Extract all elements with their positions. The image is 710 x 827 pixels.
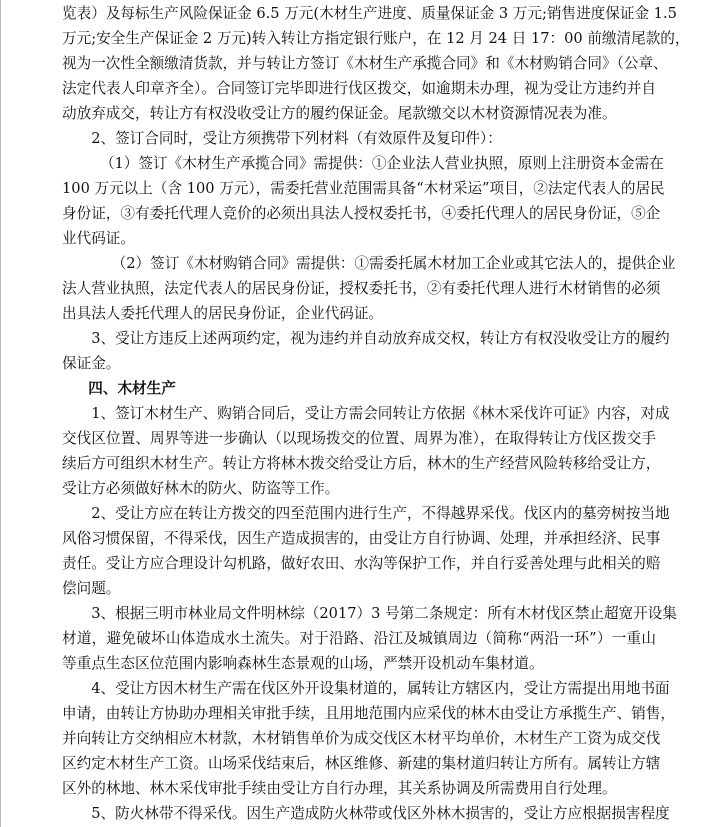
text-line: 业代码证。 (62, 230, 135, 247)
text-line: 保证金。 (62, 355, 121, 372)
paragraph (62, 1, 690, 126)
paragraph (62, 426, 661, 501)
text-line: 2、签订合同时，受让方须携带下列材料（有效原件及复印件）： (91, 130, 502, 147)
paragraph (62, 276, 661, 326)
text-line: 5、防火林带不得采伐。因生产造成防火林带或伐区外林木损害的，受让方应根据损害程度 (91, 805, 670, 822)
paragraph (62, 401, 670, 426)
text-line: 法人营业执照，法定代表人的居民身份证，授权委托书，②有委托代理人进行木材销售的必须 (62, 280, 661, 297)
paragraph (62, 251, 676, 276)
document-page (62, 1, 690, 826)
paragraph (62, 151, 664, 176)
text-line: 受让方必须做好林木的防火、防盗等工作。 (62, 480, 340, 497)
text-line: 责任。受让方应合理设计勾机路，做好农田、水沟等保护工作，并自行妥善处理与此相关的赔 (62, 555, 661, 572)
text-line: 1、签订木材生产、购销合同后，受让方需会同转让方依据《林木采伐许可证》内容，对成 (91, 405, 670, 422)
text-line: 风俗习惯保留，不得采伐，因生产造成损害的，由受让方自行协调、处理，并承担经济、民事 (62, 530, 661, 547)
paragraph (62, 501, 670, 526)
text-line: （2）签订《木材购销合同》需提供：①需委托属木材加工企业或其它法人的，提供企业 (111, 255, 676, 272)
paragraph (62, 701, 675, 801)
paragraph (62, 326, 670, 351)
text-line: 100 万元以上（含 100 万元），需委托营业范围需具备“木材采运”项目，②法定代表人的居民 (62, 180, 665, 197)
text-line: 4、受让方因木材生产需在伐区外开设集材道的，属转让方辖区内，受让方需提出用地书面 (91, 680, 670, 697)
text-line: 交伐区位置、周界等进一步确认（以现场拨交的位置、周界为准），在取得转让方伐区拨交手 (62, 430, 656, 447)
text-line: 3、受让方违反上述两项约定，视为违约并自动放弃成交权，转让方有权没收受让方的履约 (91, 330, 670, 347)
paragraph (62, 526, 661, 601)
text-line: 等重点生态区位范围内影响森林生态景观的山场，严禁开设机动车集材道。 (62, 655, 544, 672)
text-line: 身份证，③有委托代理人竞价的必须出具法人授权委托书，④委托代理人的居民身份证，⑤企 (62, 205, 661, 222)
paragraph (62, 351, 656, 376)
paragraph (62, 176, 665, 251)
paragraph (62, 126, 656, 151)
text-line: 区外的林地、林木采伐审批手续由受让方自行办理，其关系协调及所需费用自行处理。 (62, 780, 617, 797)
text-line: 视为一次性全额缴清货款，并与转让方签订《木材生产承揽合同》和《木材购销合同》（公章、 (62, 55, 668, 72)
text-line: 区约定木材生产工资。山场采伐结束后，林区维修、新建的集材道归转让方所有。属转让方辖 (62, 755, 661, 772)
text-line: 览表）及每标生产风险保证金 6.5 万元(木材生产进度、质量保证金 3 万元;销售进度保证金 1.5 (62, 5, 677, 22)
text-line: 并向转让方交纳相应木材款，木材销售单价为成交伐区木材平均单价，木材生产工资为成交伐 (62, 730, 661, 747)
paragraph (62, 626, 656, 676)
paragraph (62, 601, 677, 626)
text-line: 续后方可组织木材生产。转让方将林木拨交给受让方后，林木的生产经营风险转移给受让方， (62, 455, 661, 472)
text-line: 出具法人委托代理人的居民身份证，企业代码证。 (62, 305, 384, 322)
page-left-border (0, 0, 1, 827)
text-line: 2、受让方应在转让方拨交的四至范围内进行生产，不得越界采伐。伐区内的墓旁树按当地 (91, 505, 670, 522)
paragraph (62, 801, 670, 826)
text-line: 材道，避免破坏山体造成水土流失。对于沿路、沿江及城镇周边（简称“两沿一环”）一重山 (62, 630, 656, 647)
text-line: 法定代表人印章齐全）。合同签订完毕即进行伐区拨交，如逾期未办理，视为受让方违约并自 (62, 80, 656, 97)
text-line: 四、木材生产 (88, 380, 176, 397)
text-line: 动放弃成交，转让方有权没收受让方的履约保证金。尾款缴交以木材资源情况表为准。 (62, 105, 617, 122)
text-line: 3、根据三明市林业局文件明林综（2017）3 号第二条规定：所有木材伐区禁止超宽开设集 (91, 605, 677, 622)
text-line: 申请，由转让方协助办理相关审批手续，且用地范围内应采伐的林木由受让方承揽生产、销售， (62, 705, 675, 722)
section-heading (62, 376, 656, 401)
text-line: （1）签订《木材生产承揽合同》需提供：①企业法人营业执照，原则上注册资本金需在 (99, 155, 664, 172)
paragraph (62, 676, 670, 701)
text-line: 偿问题。 (62, 580, 121, 597)
text-line: 万元;安全生产保证金 2 万元)转入转让方指定银行账户，在 12 月 24 日 17：00 前缴清尾款的， (62, 30, 690, 47)
